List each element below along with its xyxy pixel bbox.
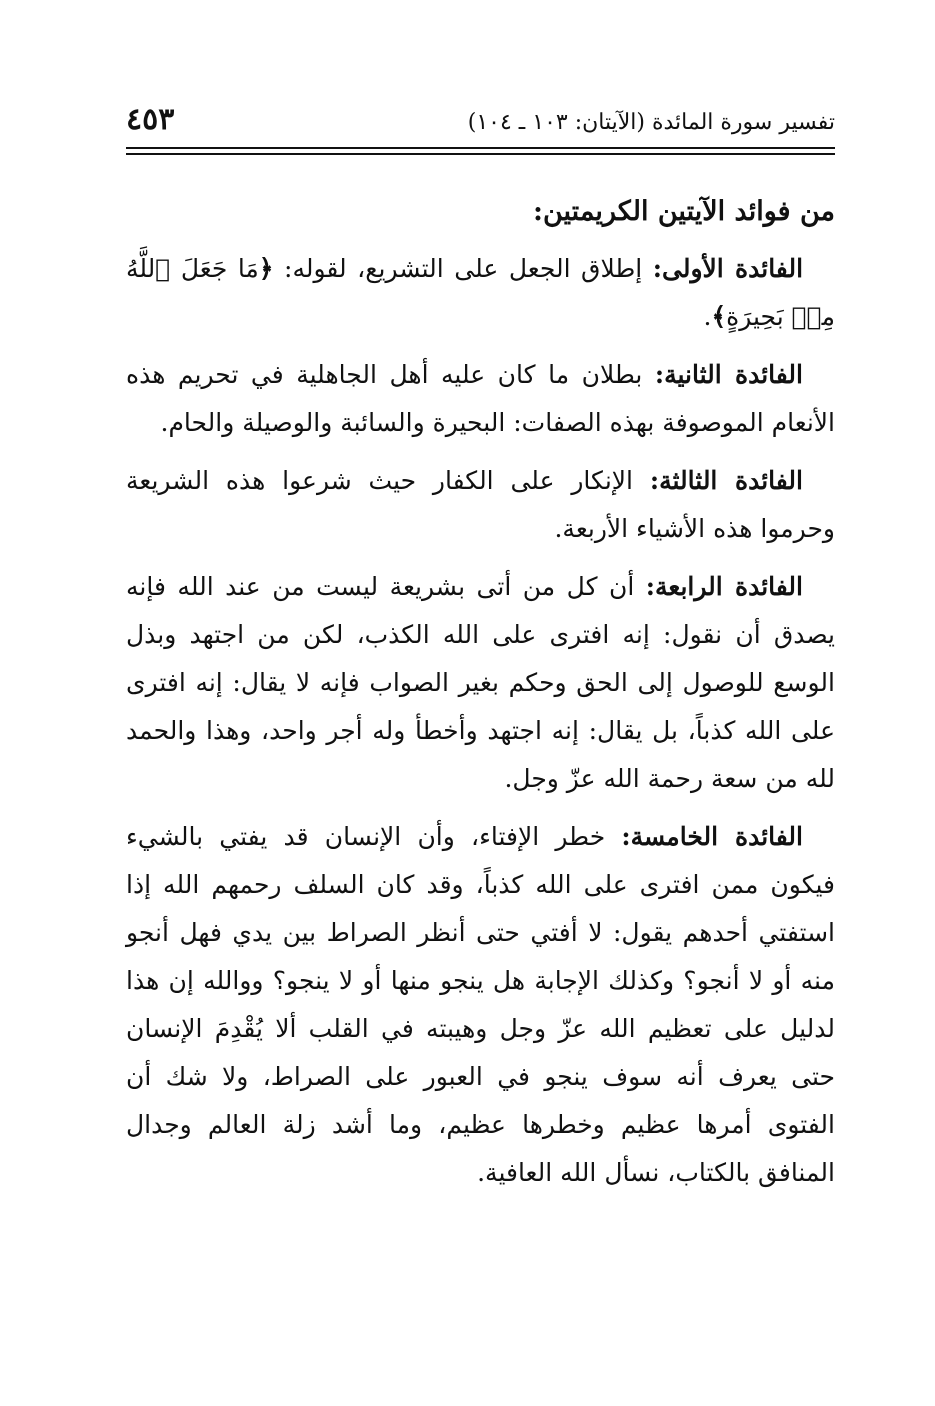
quran-close-bracket: ﴾	[711, 302, 727, 331]
page-body	[126, 188, 835, 1207]
benefit-label: الفائدة الثالثة:	[649, 466, 803, 495]
benefit-5	[126, 813, 835, 1197]
header-double-rule	[126, 147, 835, 155]
page-header	[126, 102, 835, 146]
benefit-end-mark: .	[703, 302, 712, 331]
benefit-1	[126, 245, 835, 341]
quran-open-bracket: ﴿	[258, 254, 274, 283]
page-number: ٤٥٣	[126, 102, 175, 137]
benefit-text: الإنكار على الكفار حيث شرعوا هذه الشريعة وحرموا هذه الأشياء الأربعة.	[126, 466, 835, 543]
benefit-text: خطر الإفتاء، وأن الإنسان قد يفتي بالشيء فيكون ممن افترى على الله كذباً، وقد كان السلف رحمهم الله إذا استفتي أحدهم يقول: لا أفتي حتى أنظر الصراط بين يدي فهل أنجو منه أو لا أنجو؟ وكذلك الإجابة هل ينجو منها أو لا ينجو؟ ووالله إن هذا لدليل على تعظيم الله عزّ وجل وهيبته في القلب ألا يُقْدِمَ الإنسان حتى يعرف أنه سوف ينجو في العبور على الصراط، ولا شك أن الفتوى أمرها عظيم وخطرها عظيم، وما أشد زلة العالم وجدال المنافق بالكتاب، نسأل الله العافية.	[126, 822, 835, 1187]
benefit-text: بطلان ما كان عليه أهل الجاهلية في تحريم هذه الأنعام الموصوفة بهذه الصفات: البحيرة والسائبة والوصيلة والحام.	[126, 360, 835, 437]
benefit-4	[126, 563, 835, 803]
benefit-label: الفائدة الخامسة:	[621, 822, 803, 851]
section-heading: من فوائد الآيتين الكريمتين:	[533, 196, 835, 227]
benefit-label: الفائدة الرابعة:	[645, 572, 803, 601]
benefit-3	[126, 457, 835, 553]
benefit-label: الفائدة الثانية:	[654, 360, 803, 389]
benefit-label: الفائدة الأولى:	[652, 254, 804, 283]
benefit-text: إطلاق الجعل على التشريع، لقوله:	[284, 254, 643, 283]
running-title: تفسير سورة المائدة (الآيتان: ١٠٣ ـ ١٠٤)	[467, 110, 835, 135]
benefit-text: أن كل من أتى بشريعة ليست من عند الله فإنه يصدق أن نقول: إنه افترى على الله الكذب، لكن من اجتهد وبذل الوسع للوصول إلى الحق وحكم بغير الصواب فإنه لا يقال: إنه افترى على الله كذباً، بل يقال: إنه اجتهد وأخطأ وله أجر واحد، وهذا والحمد لله من سعة رحمة الله عزّ وجل.	[126, 572, 835, 793]
benefit-2	[126, 351, 835, 447]
quran-verse: مَا جَعَلَ ٱللَّهُ مِنۢ بَحِيرَةٍ	[126, 254, 835, 331]
